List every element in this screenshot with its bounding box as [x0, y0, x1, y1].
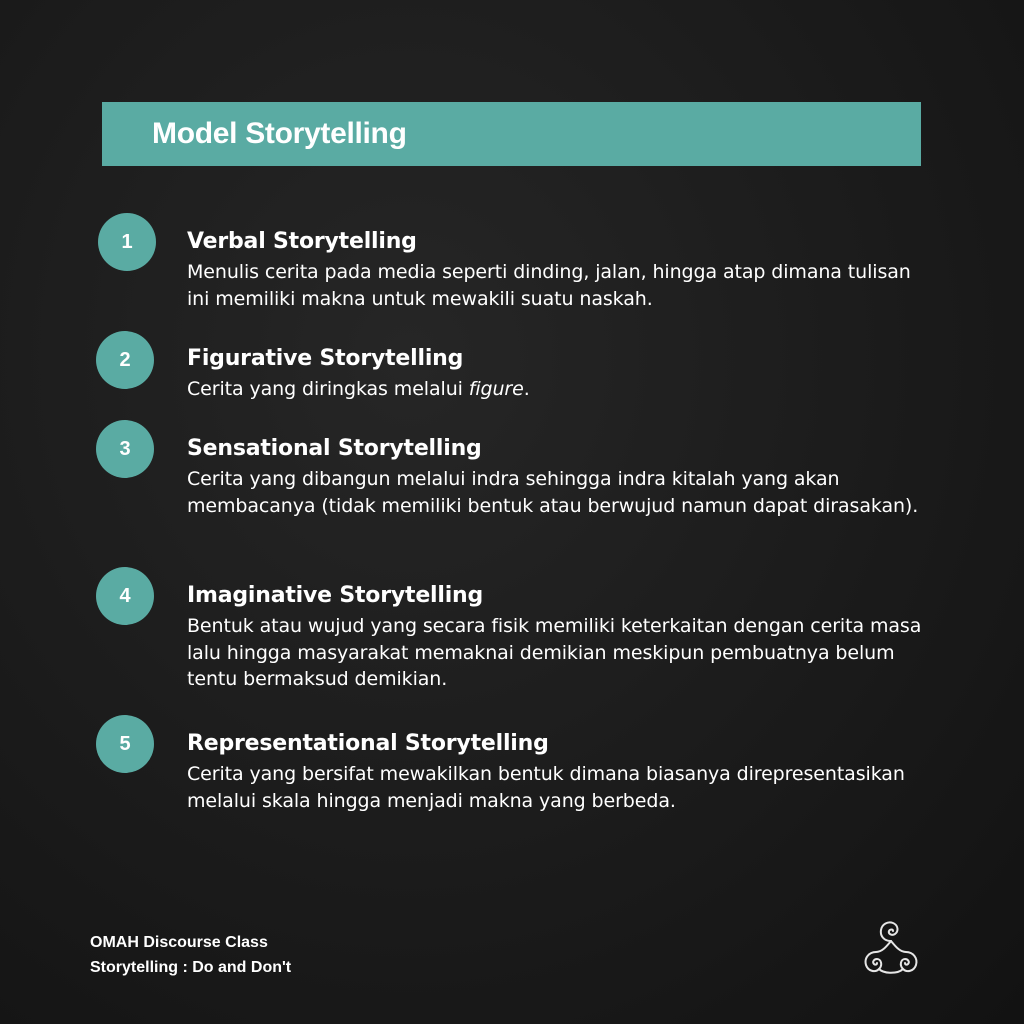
page-title: Model Storytelling — [152, 117, 407, 150]
item-heading-3: Sensational Storytelling — [187, 436, 482, 461]
item-body-1 — [187, 213, 927, 312]
item-description-3: Cerita yang dibangun melalui indra sehingga indra kitalah yang akan membacanya (tidak memiliki bentuk atau berwujud namun dapat dirasakan). — [187, 468, 919, 517]
item-description-2-prefix: Cerita yang diringkas melalui — [187, 378, 469, 400]
item-body-3 — [187, 420, 927, 519]
title-banner — [102, 102, 921, 166]
number-badge-5: 5 — [96, 715, 154, 773]
item-description-5: Cerita yang bersifat mewakilkan bentuk dimana biasanya direpresentasikan melalui skala hingga menjadi makna yang berbeda. — [187, 763, 905, 812]
item-heading-2: Figurative Storytelling — [187, 346, 464, 371]
item-description-1: Menulis cerita pada media seperti dinding, jalan, hingga atap dimana tulisan ini memiliki makna untuk mewakili suatu naskah. — [187, 261, 911, 310]
item-description-2-suffix: . — [523, 378, 530, 400]
number-badge-3: 3 — [96, 420, 154, 478]
triple-spiral-icon — [860, 918, 922, 978]
footer-line-1: OMAH Discourse Class — [90, 934, 268, 951]
number-badge-1: 1 — [98, 213, 156, 271]
footer — [90, 930, 291, 980]
number-badge-2: 2 — [96, 331, 154, 389]
footer-line-2: Storytelling : Do and Don't — [90, 959, 292, 976]
item-body-2 — [187, 331, 927, 403]
item-heading-5: Representational Storytelling — [187, 731, 549, 756]
item-description-4: Bentuk atau wujud yang secara fisik memiliki keterkaitan dengan cerita masa lalu hingga masyarakat memaknai demikian meskipun pembuatnya belum tentu bermaksud demikian. — [187, 615, 922, 690]
item-body-5 — [187, 715, 927, 814]
number-badge-4: 4 — [96, 567, 154, 625]
item-body-4 — [187, 567, 927, 693]
item-heading-4: Imaginative Storytelling — [187, 583, 484, 608]
item-description-2-emphasis: figure — [468, 378, 524, 400]
item-heading-1: Verbal Storytelling — [187, 229, 417, 254]
item-description-2 — [187, 376, 927, 403]
